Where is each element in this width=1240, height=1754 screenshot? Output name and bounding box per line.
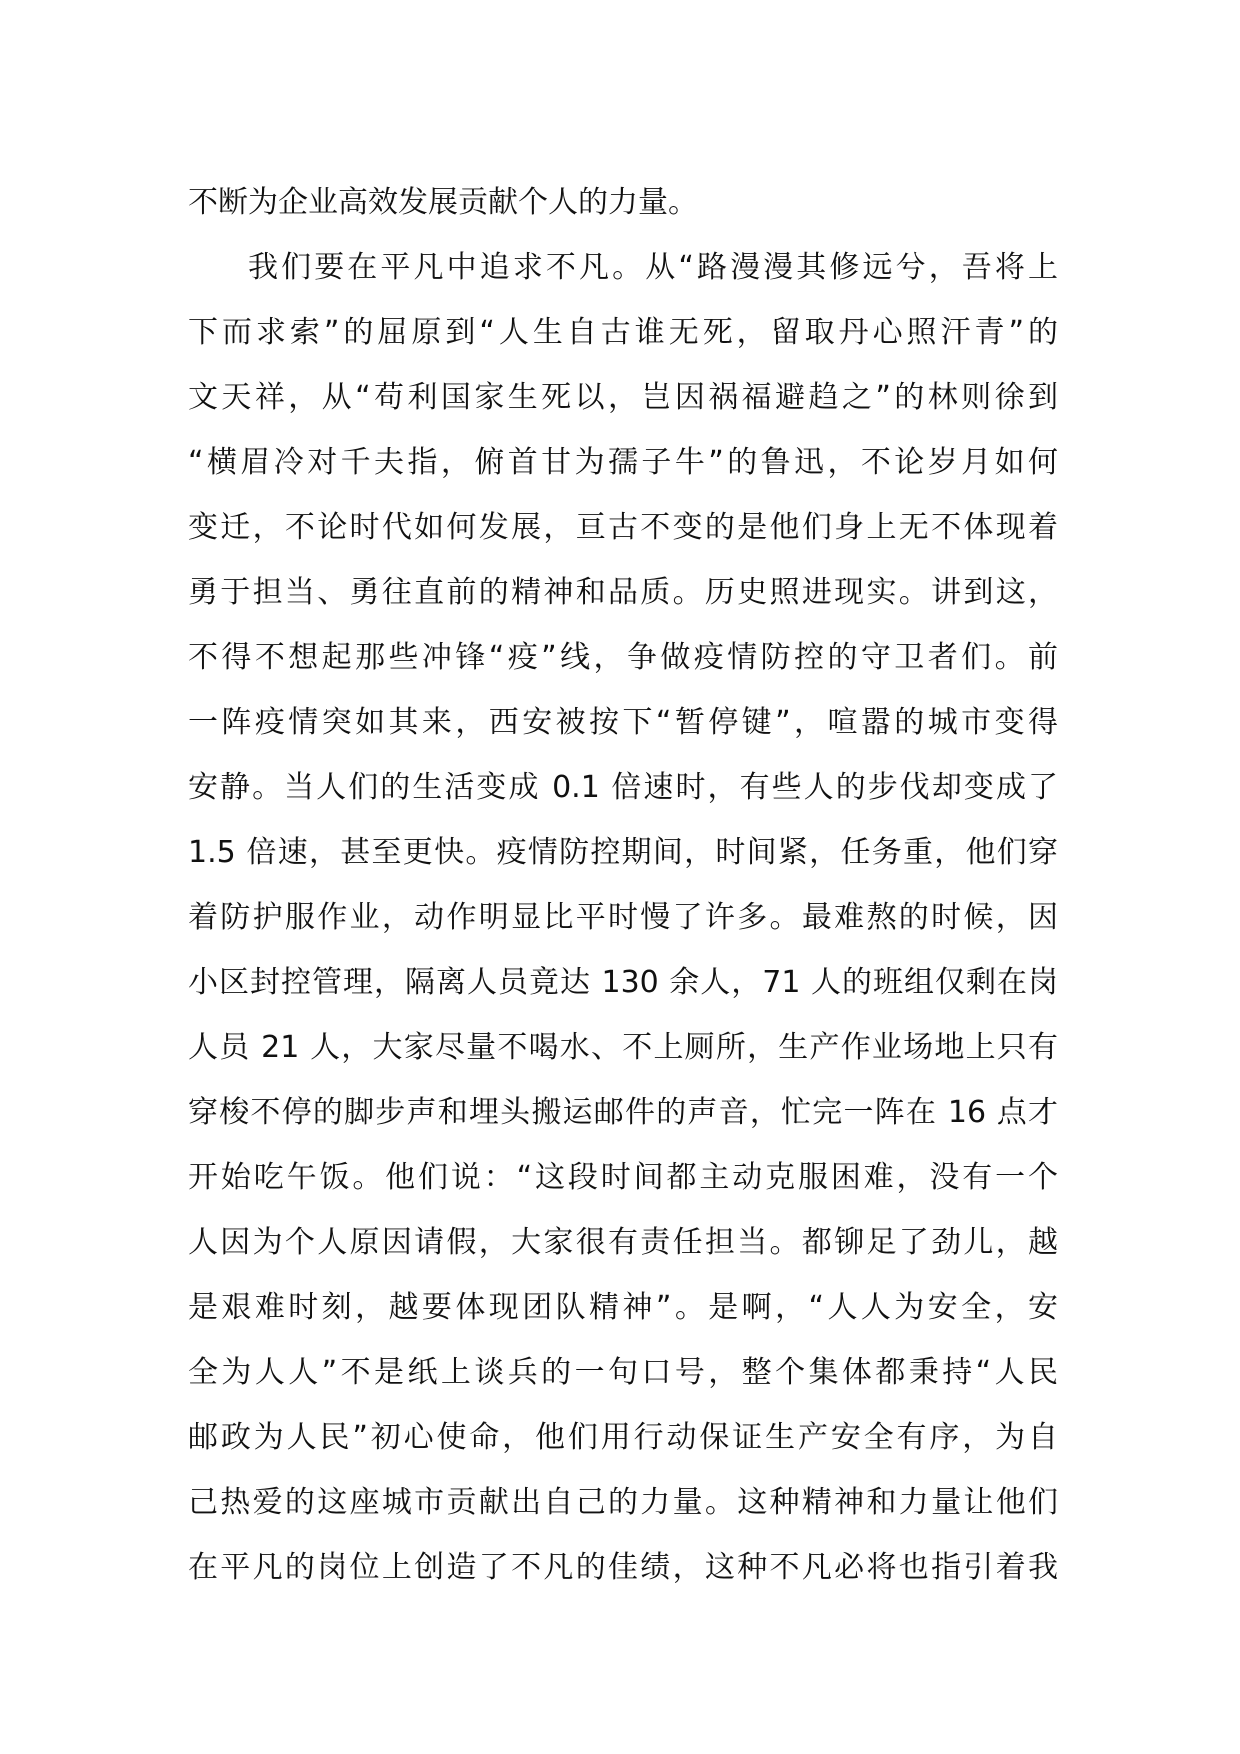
- text-line: 人因为个人原因请假，大家很有责任担当。都铆足了劲儿，越: [188, 1225, 1058, 1260]
- text-line: 在平凡的岗位上创造了不凡的佳绩，这种不凡必将也指引着我: [188, 1550, 1058, 1585]
- text-line: 全为人人”不是纸上谈兵的一句口号，整个集体都秉持“人民: [188, 1355, 1058, 1390]
- text-line: 着防护服作业，动作明显比平时慢了许多。最难熬的时候，因: [188, 900, 1058, 935]
- text-line: “横眉冷对千夫指，俯首甘为孺子牛”的鲁迅，不论岁月如何: [188, 445, 1058, 480]
- text-line: 勇于担当、勇往直前的精神和品质。历史照进现实。讲到这，: [188, 575, 1058, 610]
- text-line: 1.5 倍速，甚至更快。疫情防控期间，时间紧，任务重，他们穿: [188, 835, 1058, 870]
- text-line: 人员 21 人，大家尽量不喝水、不上厕所，生产作业场地上只有: [188, 1030, 1058, 1065]
- text-line: 开始吃午饭。他们说：“这段时间都主动克服困难，没有一个: [188, 1160, 1058, 1195]
- text-line: 不断为企业高效发展贡献个人的力量。: [188, 185, 698, 220]
- text-line: 我们要在平凡中追求不凡。从“路漫漫其修远兮，吾将上: [248, 250, 1058, 285]
- text-line: 一阵疫情突如其来，西安被按下“暂停键”，喧嚣的城市变得: [188, 705, 1058, 740]
- text-line: 文天祥，从“苟利国家生死以，岂因祸福避趋之”的林则徐到: [188, 380, 1058, 415]
- text-line: 穿梭不停的脚步声和埋头搬运邮件的声音，忙完一阵在 16 点才: [188, 1095, 1058, 1130]
- text-line: 小区封控管理，隔离人员竟达 130 余人，71 人的班组仅剩在岗: [188, 965, 1058, 1000]
- text-line: 变迁，不论时代如何发展，亘古不变的是他们身上无不体现着: [188, 510, 1058, 545]
- text-line: 邮政为人民”初心使命，他们用行动保证生产安全有序，为自: [188, 1420, 1058, 1455]
- text-line: 己热爱的这座城市贡献出自己的力量。这种精神和力量让他们: [188, 1485, 1058, 1520]
- text-line: 是艰难时刻，越要体现团队精神”。是啊，“人人为安全，安: [188, 1290, 1058, 1325]
- body-text: [188, 170, 1058, 1600]
- text-line: 不得不想起那些冲锋“疫”线，争做疫情防控的守卫者们。前: [188, 640, 1058, 675]
- text-line: 下而求索”的屈原到“人生自古谁无死，留取丹心照汗青”的: [188, 315, 1058, 350]
- text-line: 安静。当人们的生活变成 0.1 倍速时，有些人的步伐却变成了: [188, 770, 1058, 805]
